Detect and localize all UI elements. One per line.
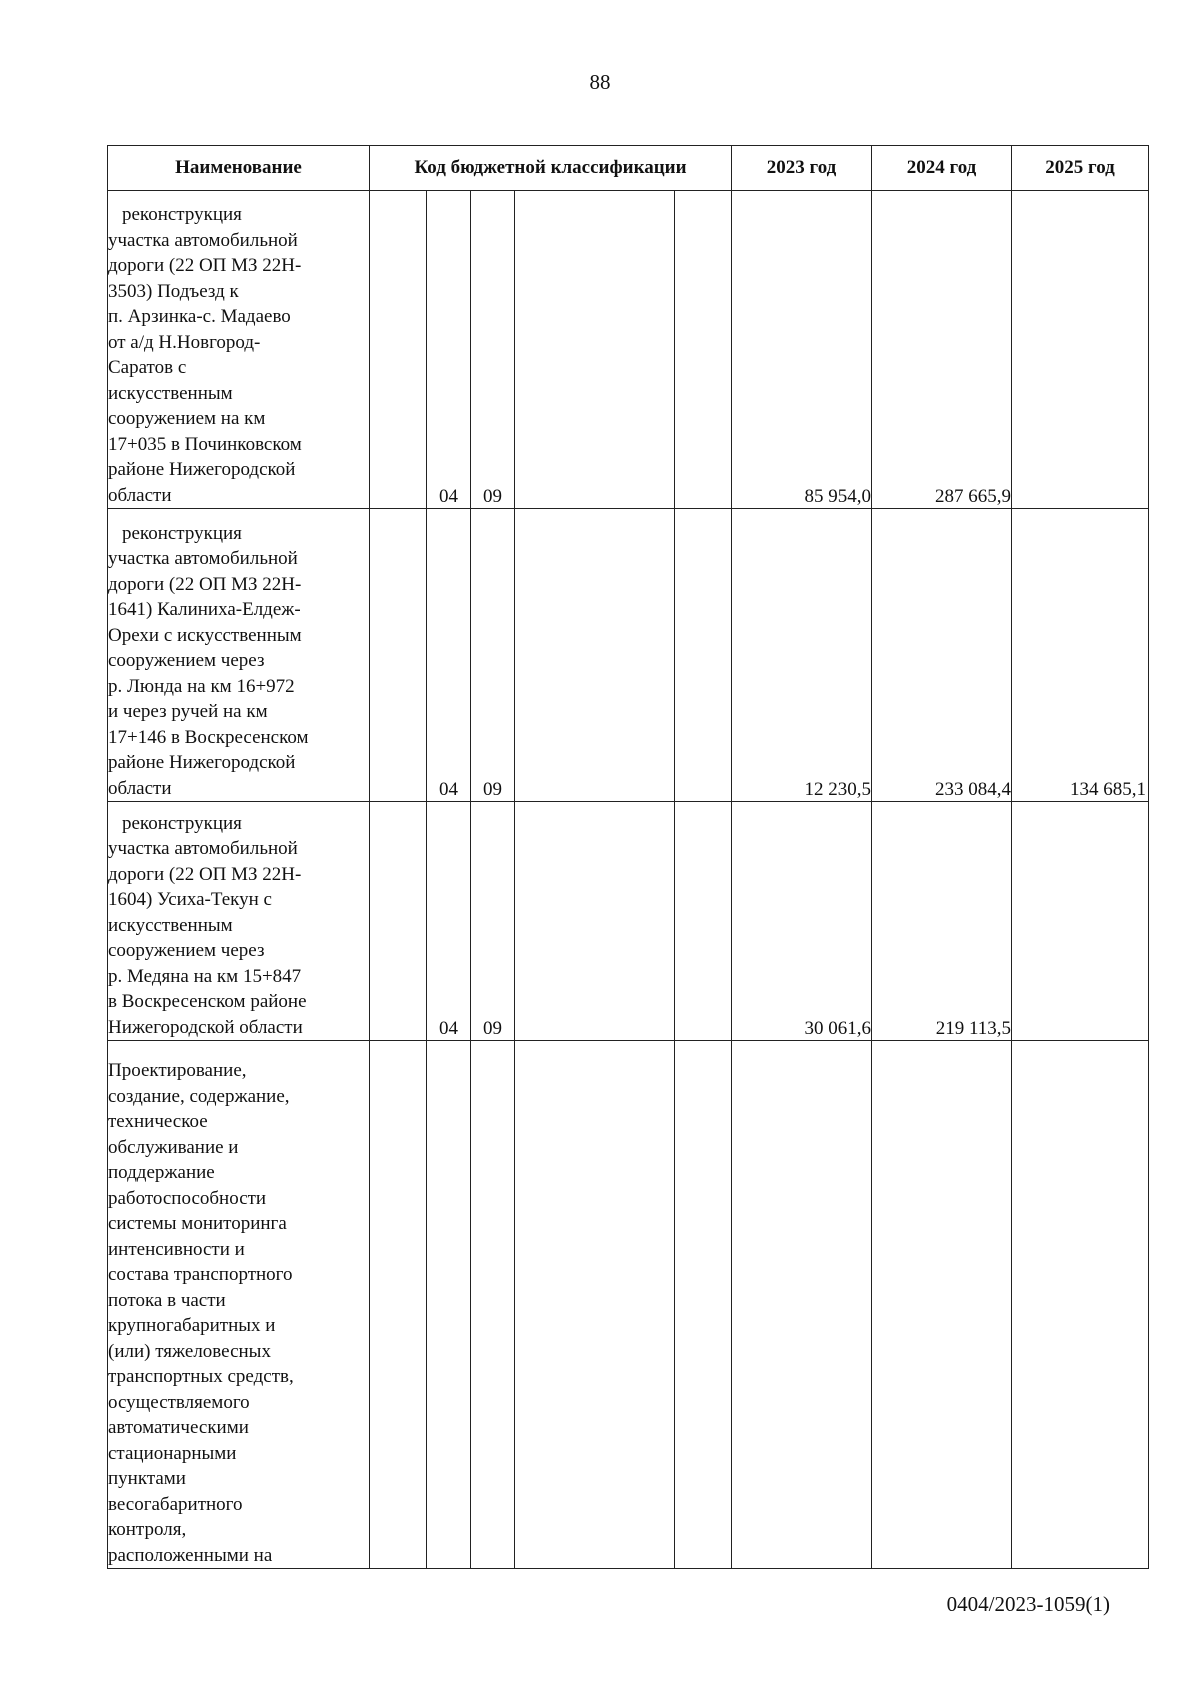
code-cell-2: 04	[427, 509, 471, 802]
header-code: Код бюджетной классификации	[370, 146, 732, 191]
table-row	[108, 509, 1149, 802]
value-2023: 85 954,0	[732, 191, 872, 509]
row-name: реконструкция участка автомобильной дороги (22 ОП МЗ 22Н- 3503) Подъезд к п. Арзинка-с. Мадаево от а/д Н.Новгород- Саратов с искусственным сооружением на км 17+035 в Починковском районе Нижегородской области	[108, 204, 302, 506]
table-row	[108, 191, 1149, 509]
code-cell-1	[370, 509, 427, 802]
code-cell-1	[370, 191, 427, 509]
code-cell-2	[427, 1041, 471, 1569]
table-row	[108, 802, 1149, 1041]
value-2024: 219 113,5	[872, 802, 1012, 1041]
code-cell-3: 09	[471, 802, 515, 1041]
code-cell-5	[675, 509, 732, 802]
header-2024: 2024 год	[872, 146, 1012, 191]
value-2024	[872, 1041, 1012, 1569]
page-number: 88	[589, 70, 611, 94]
header-2023: 2023 год	[732, 146, 872, 191]
value-2024: 287 665,9	[872, 191, 1012, 509]
row-name: реконструкция участка автомобильной дороги (22 ОП МЗ 22Н- 1641) Калиниха-Елдеж- Орехи с искусственным сооружением через р. Люнда на км 16+972 и через ручей на км 17+146 в Воскресенском районе Нижегородской области	[108, 522, 309, 799]
code-cell-1	[370, 1041, 427, 1569]
row-name-cell	[108, 191, 370, 509]
header-name: Наименование	[108, 146, 370, 191]
code-cell-2: 04	[427, 802, 471, 1041]
code-cell-5	[675, 802, 732, 1041]
code-cell-4	[515, 509, 675, 802]
budget-table	[107, 145, 1149, 1569]
code-cell-5	[675, 1041, 732, 1569]
code-cell-4	[515, 191, 675, 509]
code-cell-3	[471, 1041, 515, 1569]
header-2025: 2025 год	[1012, 146, 1149, 191]
value-2025	[1012, 191, 1149, 509]
value-2023: 30 061,6	[732, 802, 872, 1041]
table-header-row	[108, 146, 1149, 191]
code-cell-2: 04	[427, 191, 471, 509]
document-id: 0404/2023-1059(1)	[946, 1592, 1110, 1616]
value-2023	[732, 1041, 872, 1569]
row-name-cell	[108, 1041, 370, 1569]
value-2025	[1012, 1041, 1149, 1569]
row-name: Проектирование, создание, содержание, техническое обслуживание и поддержание работоспособности системы мониторинга интенсивности и состава транспортного потока в части крупногабаритных и (или) тяжеловесных транспортных средств, осуществляемого автоматическими стационарными пунктами весогабаритного контроля, расположенными на	[108, 1060, 294, 1566]
code-cell-3: 09	[471, 509, 515, 802]
code-cell-5	[675, 191, 732, 509]
code-cell-4	[515, 1041, 675, 1569]
value-2024: 233 084,4	[872, 509, 1012, 802]
row-name-cell	[108, 509, 370, 802]
value-2023: 12 230,5	[732, 509, 872, 802]
row-name: реконструкция участка автомобильной дороги (22 ОП МЗ 22Н- 1604) Усиха-Текун с искусственным сооружением через р. Медяна на км 15+847 в Воскресенском районе Нижегородской области	[108, 812, 307, 1038]
value-2025	[1012, 802, 1149, 1041]
code-cell-3: 09	[471, 191, 515, 509]
table-row	[108, 1041, 1149, 1569]
code-cell-1	[370, 802, 427, 1041]
value-2025: 134 685,1	[1012, 509, 1149, 802]
row-name-cell	[108, 802, 370, 1041]
code-cell-4	[515, 802, 675, 1041]
